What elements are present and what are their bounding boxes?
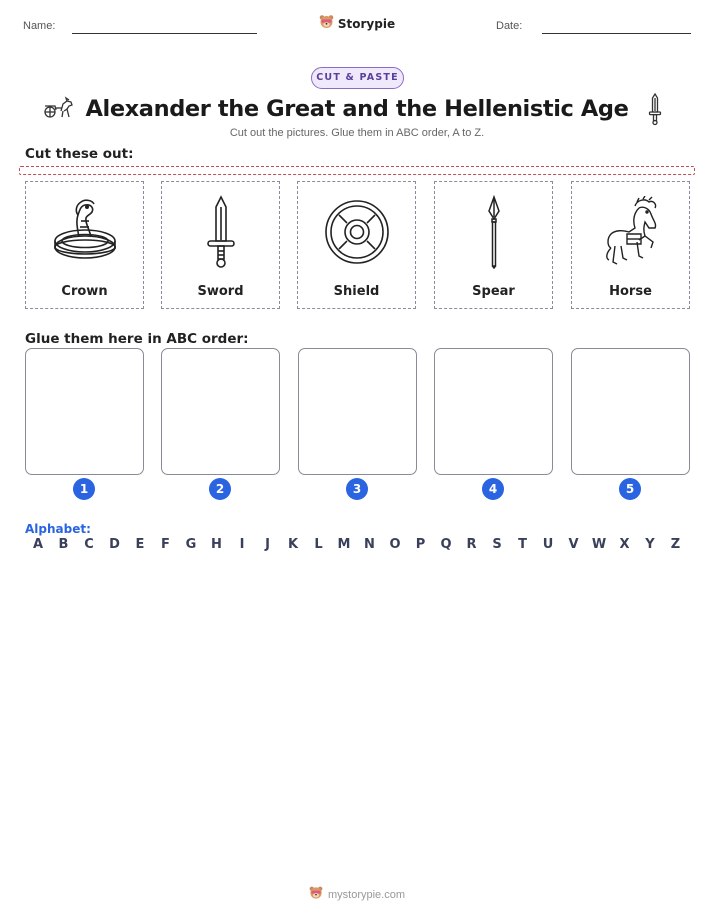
date-label: Date: [496, 20, 523, 32]
cut-card-sword[interactable] [161, 181, 280, 309]
alphabet-letter: S [492, 537, 502, 552]
alphabet-letter: L [314, 537, 323, 552]
alphabet-letter: V [568, 537, 579, 552]
cut-line [19, 166, 695, 175]
card-label: Sword [197, 284, 244, 299]
alphabet-letter: U [542, 537, 554, 552]
glue-slot-5[interactable] [571, 348, 690, 475]
alphabet-letter: X [619, 537, 630, 552]
alphabet-letter: D [109, 537, 120, 552]
dagger-icon [647, 92, 663, 130]
slot-number-5: 5 [619, 478, 641, 500]
alphabet-letter: P [415, 537, 426, 552]
title-row [0, 91, 714, 127]
page-title: Alexander the Great and the Hellenistic Age [85, 96, 629, 122]
alphabet-letter: Y [645, 537, 655, 552]
serpent-crown-icon [26, 190, 143, 274]
alphabet-letter: A [32, 537, 44, 552]
glue-slot-1[interactable] [25, 348, 144, 475]
alphabet-letter: E [135, 537, 145, 552]
glue-slot-3[interactable] [298, 348, 417, 475]
cut-card-crown[interactable] [25, 181, 144, 309]
alphabet-letter: N [364, 537, 375, 552]
card-label: Crown [61, 284, 108, 299]
slot-number-2: 2 [209, 478, 231, 500]
alphabet-letter: R [466, 537, 477, 552]
alphabet-letter: B [58, 537, 69, 552]
alphabet-letter: M [337, 537, 351, 552]
card-label: Shield [333, 284, 380, 299]
alphabet-letter: O [389, 537, 401, 552]
alphabet-letter: I [239, 537, 245, 552]
alphabet-letter: K [287, 537, 299, 552]
brand-logo [0, 14, 714, 34]
alphabet-letter: Z [670, 537, 681, 552]
glue-section-label: Glue them here in ABC order: [25, 331, 249, 347]
footer-link[interactable]: mystorypie.com [327, 889, 406, 901]
footer [0, 885, 714, 905]
date-line[interactable] [542, 33, 691, 34]
alphabet-letter: T [518, 537, 527, 552]
sword-icon [162, 190, 279, 274]
cut-section-label: Cut these out: [25, 146, 134, 162]
bear-mascot-icon [309, 885, 323, 905]
alphabet-label: Alphabet: [25, 522, 91, 536]
name-label: Name: [23, 20, 56, 32]
slot-number-1: 1 [73, 478, 95, 500]
brand-name: Storypie [337, 17, 396, 31]
alphabet-letter: C [84, 537, 94, 552]
glue-slot-2[interactable] [161, 348, 280, 475]
card-label: Horse [609, 284, 652, 299]
cut-card-horse[interactable] [571, 181, 690, 309]
cut-paste-badge: CUT & PASTE [311, 67, 404, 89]
instructions: Cut out the pictures. Glue them in ABC order, A to Z. [229, 127, 485, 139]
alphabet-letter: G [185, 537, 197, 552]
horse-icon [572, 190, 689, 274]
alphabet-letter: F [161, 537, 170, 552]
card-label: Spear [472, 284, 515, 299]
slot-number-3: 3 [346, 478, 368, 500]
glue-slot-4[interactable] [434, 348, 553, 475]
alphabet-letter: Q [440, 537, 452, 552]
shield-icon [298, 190, 415, 274]
spear-icon [435, 190, 552, 274]
slot-number-4: 4 [482, 478, 504, 500]
alphabet-letter: J [265, 537, 270, 552]
cut-card-shield[interactable] [297, 181, 416, 309]
alphabet-row [26, 537, 690, 555]
cut-card-spear[interactable] [434, 181, 553, 309]
bear-mascot-icon [319, 14, 334, 34]
alphabet-letter: W [591, 537, 607, 552]
alphabet-letter: H [211, 537, 222, 552]
